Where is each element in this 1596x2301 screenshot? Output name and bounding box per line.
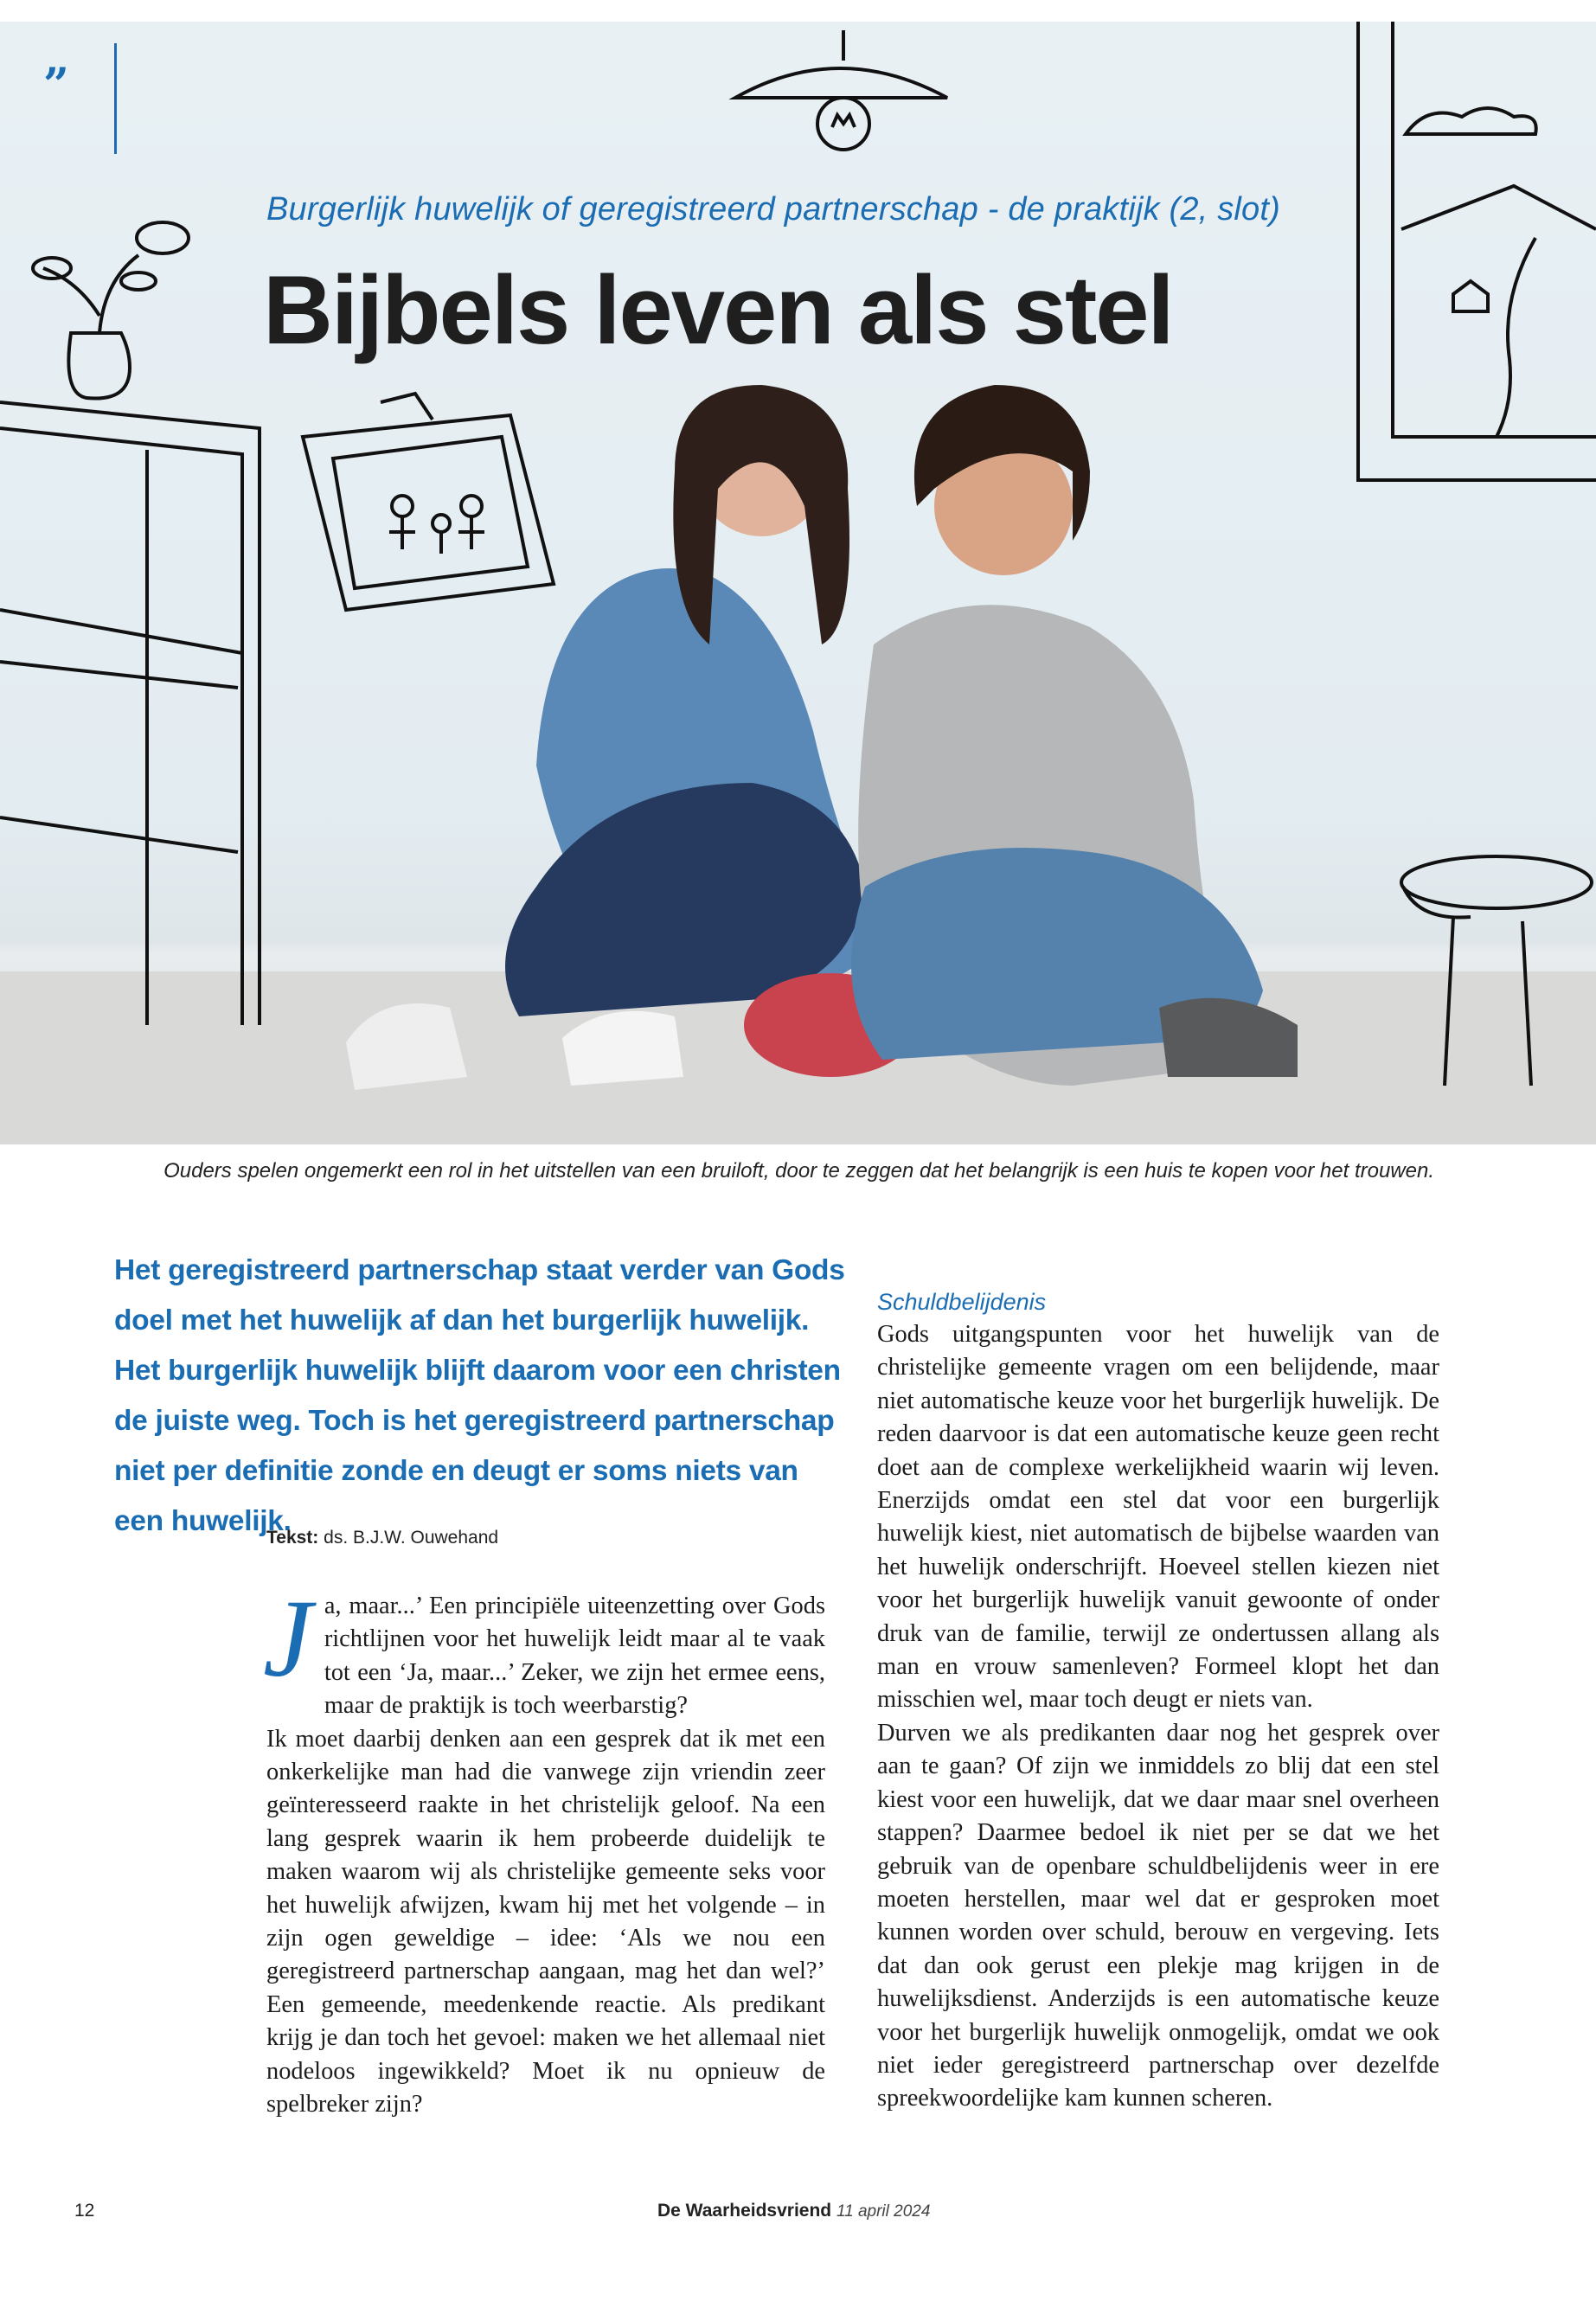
quote-mark-icon: ” — [43, 59, 69, 112]
family-picture-icon — [303, 394, 554, 610]
right-column — [877, 1285, 1439, 2116]
page-number: 12 — [74, 2201, 95, 2221]
photo-caption: Ouders spelen ongemerkt een rol in het uitstellen van een bruiloft, door te zeggen dat het belangrijk is een huis te kopen voor het trouwen. — [163, 1159, 1434, 1183]
byline — [266, 1528, 498, 1548]
footer-publication — [657, 2201, 930, 2221]
section-subhead: Schuldbelijdenis — [877, 1289, 1047, 1315]
hero-illustration — [0, 22, 1596, 1144]
body-paragraph: a, maar...’ Een principiële uiteenzetting over Gods richtlijnen voor het huwelijk leidt maar al te vaak tot een ‘Ja, maar...’ Zeker, we zijn het ermee eens, maar de praktijk is toch weerbarstig? — [324, 1593, 825, 1720]
publication-date: 11 april 2024 — [836, 2202, 931, 2221]
dropcap: J — [263, 1577, 312, 1700]
lamp-icon — [735, 30, 947, 150]
byline-label: Tekst: — [266, 1528, 319, 1548]
body-paragraph: Gods uitgangspunten voor het huwelijk van de christelijke gemeente vragen om een belijdende, maar niet automatische keuze voor het burgerlijk huwelijk. De reden daarvoor is dat een automatische keuze geen recht doet aan de complexe werkelijkheid waarin wij leven. Enerzijds omdat een stel dat voor een burgerlijk huwelijk kiest, niet automatisch de bijbelse waarden van het huwelijk onderschrijft. Hoeveel stellen kiezen niet voor het burgerlijk huwelijk vanuit gewoonte of onder druk van de familie, terwijl ze ondertussen allang als man en vrouw samenleven? Formeel klopt het dan misschien wel, maar toch deugt er niets van. — [877, 1321, 1439, 1714]
hero-photo — [0, 22, 1596, 1144]
byline-author: ds. B.J.W. Ouwehand — [324, 1528, 499, 1548]
body-paragraph: Durven we als predikanten daar nog het gesprek over aan te gaan? Of zijn we inmiddels zo blij dat een stel kiest voor een huwelijk, dat we daar maar snel overheen stappen? Daarmee bedoel ik niet per se dat we het gebruik van de openbare schuldbelijdenis weer in ere moeten herstellen, maar wel dat er gesproken moet kunnen worden over schuld, berouw en vergeving. Iets dat dan ook gerust een plekje mag krijgen in de huwelijksdienst. Anderzijds is een automatische keuze voor het burgerlijk huwelijk onmogelijk, omdat we ook niet ieder geregistreerd partnerschap over dezelfde spreekwoordelijke kam kunnen scheren. — [877, 1719, 1439, 2112]
body-paragraph: Ik moet daarbij denken aan een gesprek dat ik met een onkerkelijke man had die vanwege zijn vriendin zeer geïnteresseerd raakte in het christelijk geloof. Na een lang gesprek waarin ik hem probeerde duidelijk te maken waarom wij als christelijke gemeente seks voor het huwelijk afwijzen, kwam hij met het volgende – in zijn ogen geweldige – idee: ‘Als we nou een geregistreerd partnerschap aangaan, mag het dan wel?’ Een gemeende, meedenkende reactie. Als predikant krijg je dan toch het gevoel: maken we het allemaal niet nodeloos ingewikkeld? Moet ik nu opnieuw de spelbreker zijn? — [266, 1725, 825, 2118]
shelf-icon — [0, 402, 260, 1025]
window-icon — [1358, 22, 1596, 480]
quote-rule — [114, 43, 117, 154]
plant-icon — [33, 222, 189, 399]
left-column — [263, 1577, 825, 2122]
article-headline: Bijbels leven als stel — [263, 256, 1173, 364]
article-kicker: Burgerlijk huwelijk of geregistreerd partnerschap - de praktijk (2, slot) — [266, 191, 1280, 228]
lead-paragraph: Het geregistreerd partnerschap staat verder van Gods doel met het huwelijk af dan het burgerlijk huwelijk. Het burgerlijk huwelijk blijft daarom voor een christen de juiste weg. Toch is het geregistreerd partnerschap niet per definitie zonde en deugt er soms niets van een huwelijk. — [114, 1254, 845, 1537]
publication-name: De Waarheidsvriend — [657, 2201, 832, 2221]
